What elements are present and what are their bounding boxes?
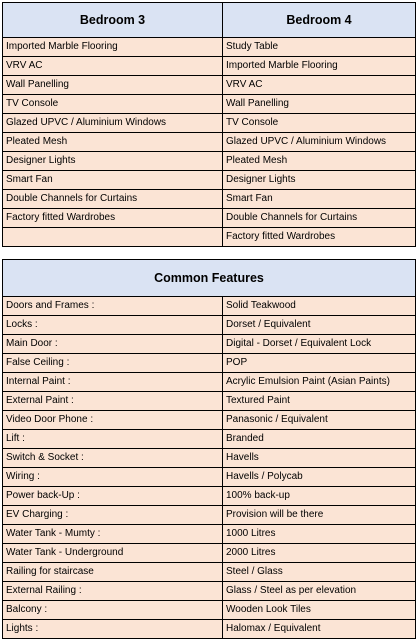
common-features-table	[2, 259, 416, 639]
feature-label: Wiring :	[3, 468, 223, 487]
bedroom-3-item: Designer Lights	[3, 152, 223, 171]
bedroom-4-item: VRV AC	[223, 76, 416, 95]
bedroom-3-item: Imported Marble Flooring	[3, 38, 223, 57]
table-row	[3, 76, 416, 95]
bedroom-4-item: Designer Lights	[223, 171, 416, 190]
bedroom-4-item: Study Table	[223, 38, 416, 57]
feature-label: Main Door :	[3, 335, 223, 354]
table-row	[3, 582, 416, 601]
table-row	[3, 392, 416, 411]
bedroom-4-item: Double Channels for Curtains	[223, 209, 416, 228]
bedroom-4-item: Pleated Mesh	[223, 152, 416, 171]
table-row	[3, 335, 416, 354]
bedroom-3-item: VRV AC	[3, 57, 223, 76]
feature-label: Water Tank - Mumty :	[3, 525, 223, 544]
bedroom-4-item: Wall Panelling	[223, 95, 416, 114]
feature-value: Solid Teakwood	[223, 297, 416, 316]
feature-value: Havells / Polycab	[223, 468, 416, 487]
feature-value: Wooden Look Tiles	[223, 601, 416, 620]
table-row	[3, 487, 416, 506]
feature-value: Digital - Dorset / Equivalent Lock	[223, 335, 416, 354]
feature-label: Power back-Up :	[3, 487, 223, 506]
bedrooms-table	[2, 2, 416, 247]
feature-label: Lights :	[3, 620, 223, 639]
bedroom-3-item: Factory fitted Wardrobes	[3, 209, 223, 228]
table-row	[3, 449, 416, 468]
bedroom-4-item: Imported Marble Flooring	[223, 57, 416, 76]
table-row	[3, 468, 416, 487]
feature-label: Water Tank - Underground	[3, 544, 223, 563]
bedroom-4-item: Smart Fan	[223, 190, 416, 209]
bedroom-3-item: Glazed UPVC / Aluminium Windows	[3, 114, 223, 133]
feature-label: Doors and Frames :	[3, 297, 223, 316]
bedroom-3-item	[3, 228, 223, 247]
feature-value: Steel / Glass	[223, 563, 416, 582]
bedroom-3-item: Wall Panelling	[3, 76, 223, 95]
bedroom-4-item: Factory fitted Wardrobes	[223, 228, 416, 247]
feature-label: Switch & Socket :	[3, 449, 223, 468]
feature-value: Branded	[223, 430, 416, 449]
table-row	[3, 209, 416, 228]
table-row	[3, 228, 416, 247]
table-row	[3, 544, 416, 563]
table-row	[3, 95, 416, 114]
feature-value: Acrylic Emulsion Paint (Asian Paints)	[223, 373, 416, 392]
table-row	[3, 601, 416, 620]
feature-label: False Ceiling :	[3, 354, 223, 373]
feature-label: External Paint :	[3, 392, 223, 411]
feature-label: Locks :	[3, 316, 223, 335]
table-row	[3, 297, 416, 316]
feature-label: Balcony :	[3, 601, 223, 620]
table-row	[3, 525, 416, 544]
table-row	[3, 373, 416, 392]
bedroom-3-item: Pleated Mesh	[3, 133, 223, 152]
table-row	[3, 563, 416, 582]
table-row	[3, 430, 416, 449]
feature-value: Halomax / Equivalent	[223, 620, 416, 639]
feature-value: Dorset / Equivalent	[223, 316, 416, 335]
feature-value: 1000 Litres	[223, 525, 416, 544]
table-row	[3, 354, 416, 373]
table-row	[3, 171, 416, 190]
bedroom-4-header: Bedroom 4	[223, 3, 416, 38]
table-row	[3, 152, 416, 171]
table-row	[3, 57, 416, 76]
feature-value: Glass / Steel as per elevation	[223, 582, 416, 601]
table-row	[3, 38, 416, 57]
feature-label: External Railing :	[3, 582, 223, 601]
table-row	[3, 411, 416, 430]
bedroom-3-item: Smart Fan	[3, 171, 223, 190]
feature-label: Lift :	[3, 430, 223, 449]
bedroom-3-item: Double Channels for Curtains	[3, 190, 223, 209]
feature-value: 100% back-up	[223, 487, 416, 506]
feature-value: POP	[223, 354, 416, 373]
table-row	[3, 190, 416, 209]
feature-value: 2000 Litres	[223, 544, 416, 563]
feature-value: Panasonic / Equivalent	[223, 411, 416, 430]
feature-label: EV Charging :	[3, 506, 223, 525]
table-row	[3, 316, 416, 335]
feature-value: Havells	[223, 449, 416, 468]
bedroom-3-item: TV Console	[3, 95, 223, 114]
bedroom-3-header: Bedroom 3	[3, 3, 223, 38]
feature-value: Provision will be there	[223, 506, 416, 525]
table-row	[3, 114, 416, 133]
bedroom-4-item: Glazed UPVC / Aluminium Windows	[223, 133, 416, 152]
table-row	[3, 133, 416, 152]
feature-label: Railing for staircase	[3, 563, 223, 582]
bedroom-4-item: TV Console	[223, 114, 416, 133]
feature-value: Textured Paint	[223, 392, 416, 411]
feature-label: Video Door Phone :	[3, 411, 223, 430]
common-features-header: Common Features	[3, 260, 416, 297]
table-row	[3, 506, 416, 525]
table-row	[3, 620, 416, 639]
feature-label: Internal Paint :	[3, 373, 223, 392]
